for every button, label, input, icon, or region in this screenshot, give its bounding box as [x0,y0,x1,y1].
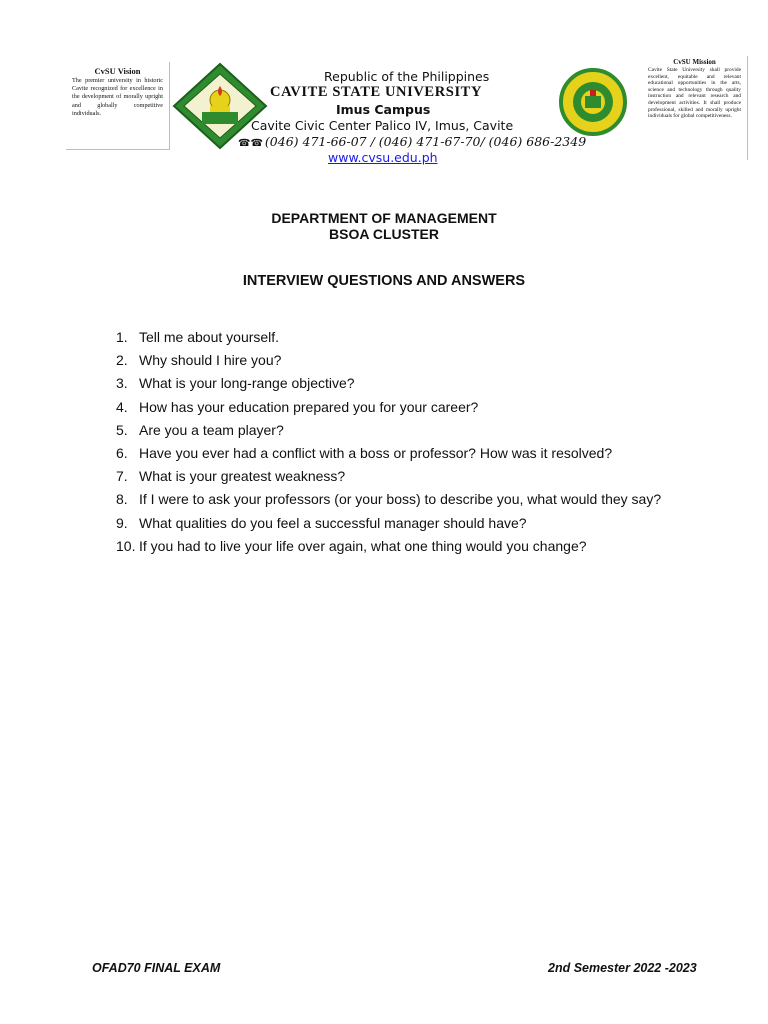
list-item [116,537,661,560]
question-number: 5. [116,421,128,438]
mission-body: Cavite State University shall provide excellent, equitable and relevant educational opportunities in the arts, science and technology through quality instruction and relevant research and development activities. It shall produce professional, skilled and morally upright individuals for global competitiveness. [648,67,741,120]
question-number: 6. [116,444,128,461]
question-number: 10. [116,537,136,554]
mission-title: CvSU Mission [673,58,716,66]
campus-name: Imus Campus [336,102,431,117]
question-number: 3. [116,375,128,392]
list-item [116,328,661,351]
footer-semester-label: 2nd Semester 2022 -2023 [548,961,697,975]
telephone-icon: ☎☎ [238,138,263,149]
cvsu-seal-right-icon [557,68,629,136]
question-number: 9. [116,514,128,531]
mission-box [644,56,748,160]
question-number: 7. [116,468,128,485]
question-number: 1. [116,329,128,345]
list-item [116,514,661,537]
question-text: Have you ever had a conflict with a boss or professor? How was it resolved? [139,444,613,461]
vision-box [66,62,170,150]
question-text: What is your long-range objective? [139,375,355,392]
list-item [116,444,661,467]
department-line2: BSOA CLUSTER [329,225,439,242]
question-text: If I were to ask your professors (or your boss) to describe you, what would they say? [139,491,662,508]
list-item [116,398,661,421]
question-number: 4. [116,398,128,415]
phone-numbers [238,134,586,149]
phone-numbers-text: (046) 471-66-07 / (046) 471-67-70/ (046) 686-2349 [264,134,587,149]
vision-title: CvSU Vision [94,66,141,76]
list-item [116,490,661,513]
address-text: Cavite Civic Center Palico IV, Imus, Cavite [251,118,514,133]
list-item [116,421,661,444]
footer-exam-label: OFAD70 FINAL EXAM [92,961,221,975]
list-item [116,351,661,374]
question-text: Tell me about yourself. [139,329,280,345]
list-item [116,374,661,397]
department-line1: DEPARTMENT OF MANAGEMENT [271,210,497,226]
question-list [116,328,661,560]
department-heading [0,211,768,242]
question-number: 8. [116,491,128,508]
question-number: 2. [116,352,128,369]
question-text: Why should I hire you? [139,352,282,369]
republic-text: Republic of the Philippines [324,69,490,84]
question-text: What qualities do you feel a successful manager should have? [139,514,527,531]
question-text: Are you a team player? [139,421,284,438]
website-link[interactable]: www.cvsu.edu.ph [328,150,438,165]
question-text: How has your education prepared you for your career? [139,398,479,415]
vision-body: The premier university in historic Cavite recognized for excellence in the development of morally upright and globally competitive individuals. [72,77,163,117]
question-text: If you had to live your life over again, what one thing would you change? [139,537,587,554]
question-text: What is your greatest weakness? [139,468,346,485]
document-title: INTERVIEW QUESTIONS AND ANSWERS [242,273,526,289]
list-item [116,467,661,490]
university-name: CAVITE STATE UNIVERSITY [270,84,483,100]
